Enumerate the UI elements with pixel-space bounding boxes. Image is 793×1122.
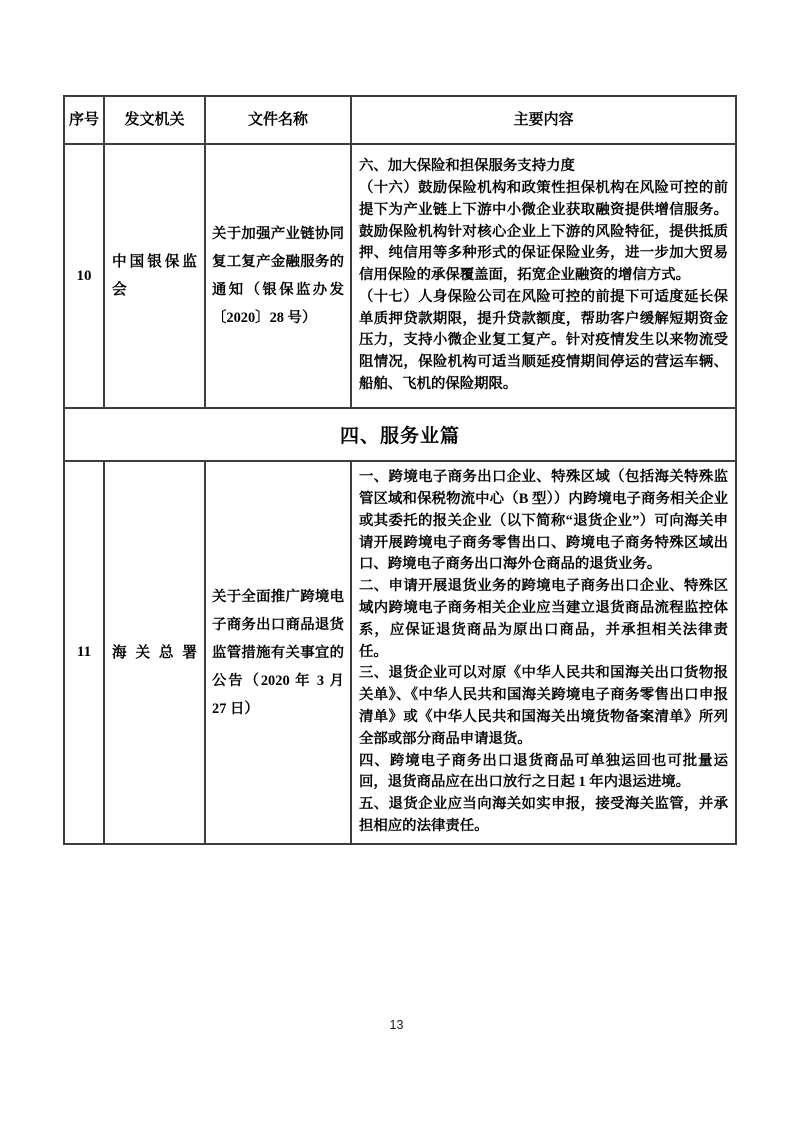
column-header-main-content: 主要内容 [351, 96, 736, 144]
table-header-row [64, 96, 736, 144]
cell-main-content [351, 461, 736, 844]
content-paragraph: 四、跨境电子商务出口退货商品可单独运回也可批量运回，退货商品应在出口放行之日起 1 年内退运进境。 [359, 752, 728, 791]
section-header: 四、服务业篇 [64, 408, 736, 461]
content-paragraph: 六、加大保险和担保服务支持力度 [359, 158, 575, 175]
content-paragraph: （十六）鼓励保险机构和政策性担保机构在风险可控的前提下为产业链上下游中小微企业获取融资提供增信服务。鼓励保险机构针对核心企业上下游的风险特征，提供抵质押、纯信用等多种形式的保证保险业务，进一步加大贸易信用保险的承保覆盖面，拓宽企业融资的增信方式。 [359, 179, 728, 284]
policy-document-table [63, 95, 737, 845]
content-paragraph: 五、退货企业应当向海关如实申报，接受海关监管，并承担相应的法律责任。 [359, 796, 728, 834]
cell-main-content [351, 144, 736, 408]
cell-document-name: 关于全面推广跨境电子商务出口商品退货监管措施有关事宜的公告（2020 年 3 月 27 日） [205, 461, 351, 844]
column-header-doc-name: 文件名称 [205, 96, 351, 144]
content-paragraph: 二、申请开展退货业务的跨境电子商务出口企业、特殊区域内跨境电子商务相关企业应当建立退货商品流程监控体系，应保证退货商品为原出口商品，并承担相关法律责任。 [359, 578, 728, 660]
page-number: 13 [389, 1018, 404, 1032]
column-header-agency: 发文机关 [104, 96, 205, 144]
cell-issuing-agency: 海关总署 [104, 461, 205, 844]
cell-serial-number: 10 [64, 144, 104, 408]
table-row [64, 461, 736, 844]
column-header-serial: 序号 [64, 96, 104, 144]
content-paragraph: 三、退货企业可以对原《中华人民共和国海关出口货物报关单》、《中华人民共和国海关跨境电子商务零售出口申报清单》或《中华人民共和国海关出境货物备案清单》所列全部或部分商品申请退货。 [359, 665, 728, 747]
table-row [64, 144, 736, 408]
cell-issuing-agency: 中国银保监会 [104, 144, 205, 408]
section-header-row [64, 408, 736, 461]
content-paragraph: （十七）人身保险公司在风险可控的前提下可适度延长保单质押贷款期限，提升贷款额度，帮助客户缓解短期资金压力，支持小微企业复工复产。针对疫情发生以来物流受阻情况，保险机构可适当顺延疫情期间停运的营运车辆、船舶、飞机的保险期限。 [359, 288, 728, 393]
cell-document-name: 关于加强产业链协同复工复产金融服务的通知（银保监办发〔2020〕28 号） [205, 144, 351, 408]
content-paragraph: 一、跨境电子商务出口企业、特殊区域（包括海关特殊监管区域和保税物流中心（B 型））内跨境电子商务相关企业或其委托的报关企业（以下简称“退货企业”）可向海关申请开展跨境电子商务零售出口、跨境电子商务特殊区域出口、跨境电子商务出口海外仓商品的退货业务。 [359, 469, 728, 573]
cell-serial-number: 11 [64, 461, 104, 844]
